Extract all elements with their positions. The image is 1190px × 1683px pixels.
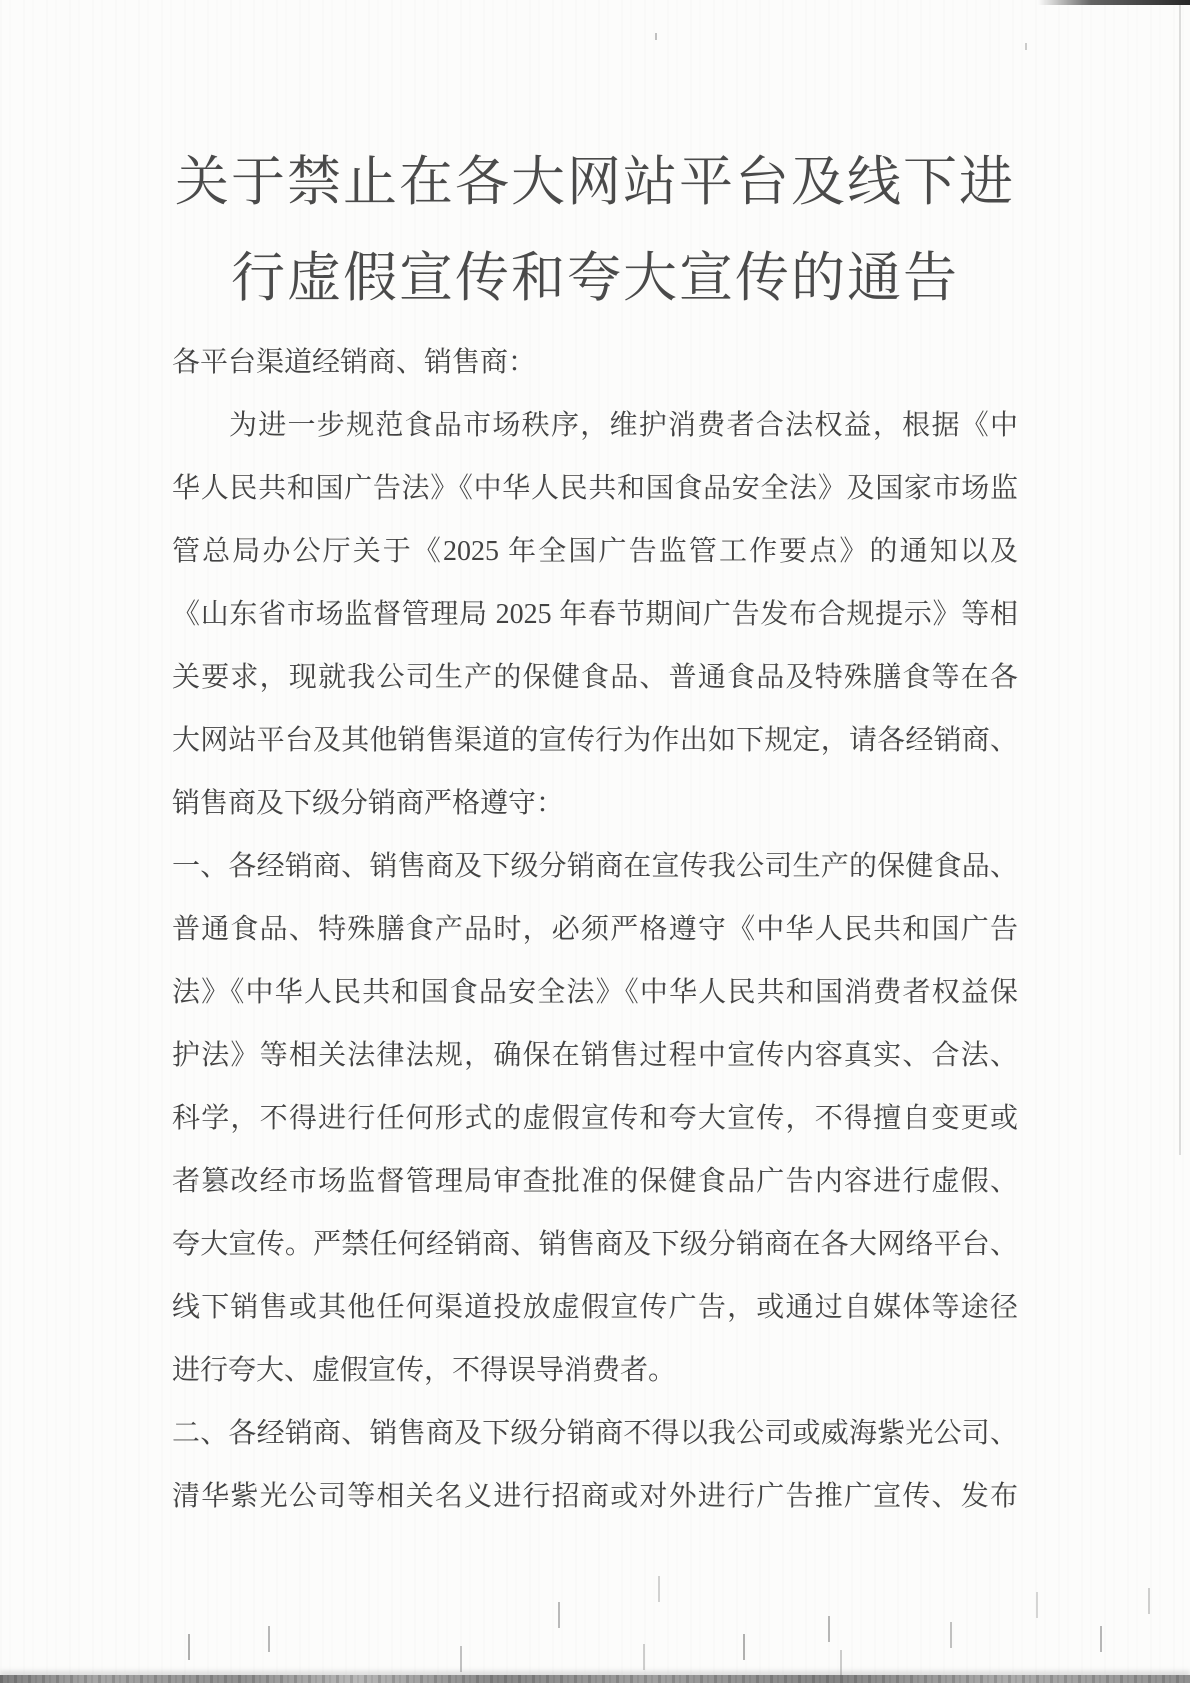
scan-noise-marks xyxy=(188,1634,190,1660)
scan-artifact-top-edge xyxy=(1038,0,1190,5)
body-line: 普通食品、特殊膳食产品时，必须严格遵守《中华人民共和国广告 xyxy=(172,914,1018,945)
body-line: 为进一步规范食品市场秩序，维护消费者合法权益，根据《中 xyxy=(229,410,1018,441)
scan-dust-specks xyxy=(655,33,657,40)
body-line: 护法》等相关法律法规，确保在销售过程中宣传内容真实、合法、 xyxy=(172,1040,1018,1071)
salutation-line: 各平台渠道经销商、销售商： xyxy=(172,347,537,378)
body-line-item-1: 一、各经销商、销售商及下级分销商在宣传我公司生产的保健食品、 xyxy=(172,851,1018,882)
body-line: 销售商及下级分销商严格遵守： xyxy=(172,788,565,819)
body-line: 线下销售或其他任何渠道投放虚假宣传广告，或通过自媒体等途径 xyxy=(172,1292,1018,1323)
body-line: 关要求，现就我公司生产的保健食品、普通食品及特殊膳食等在各 xyxy=(172,662,1018,693)
body-line: 大网站平台及其他销售渠道的宣传行为作出如下规定，请各经销商、 xyxy=(172,725,1018,756)
body-line: 管总局办公厅关于《2025 年全国广告监管工作要点》的通知以及 xyxy=(172,536,1018,567)
document-title-line-1: 关于禁止在各大网站平台及线下进 xyxy=(175,152,1015,212)
body-line: 《山东省市场监督管理局 2025 年春节期间广告发布合规提示》等相 xyxy=(172,599,1018,630)
body-line: 者篡改经市场监督管理局审查批准的保健食品广告内容进行虚假、 xyxy=(172,1166,1018,1197)
scan-artifact-bottom-band xyxy=(0,1675,1190,1683)
body-line: 法》《中华人民共和国食品安全法》《中华人民共和国消费者权益保 xyxy=(172,977,1018,1008)
document-body xyxy=(172,331,1018,1528)
document-title xyxy=(0,134,1190,326)
body-line: 科学，不得进行任何形式的虚假宣传和夸大宣传，不得擅自变更或 xyxy=(172,1103,1018,1134)
body-line: 清华紫光公司等相关名义进行招商或对外进行广告推广宣传、发布 xyxy=(172,1481,1018,1512)
body-line-item-2: 二、各经销商、销售商及下级分销商不得以我公司或威海紫光公司、 xyxy=(172,1418,1018,1449)
body-line: 进行夸大、虚假宣传，不得误导消费者。 xyxy=(172,1355,677,1386)
document-title-line-2: 行虚假宣传和夸大宣传的通告 xyxy=(231,248,959,308)
body-line: 夸大宣传。严禁任何经销商、销售商及下级分销商在各大网络平台、 xyxy=(172,1229,1018,1260)
body-line: 华人民共和国广告法》《中华人民共和国食品安全法》及国家市场监 xyxy=(172,473,1018,504)
